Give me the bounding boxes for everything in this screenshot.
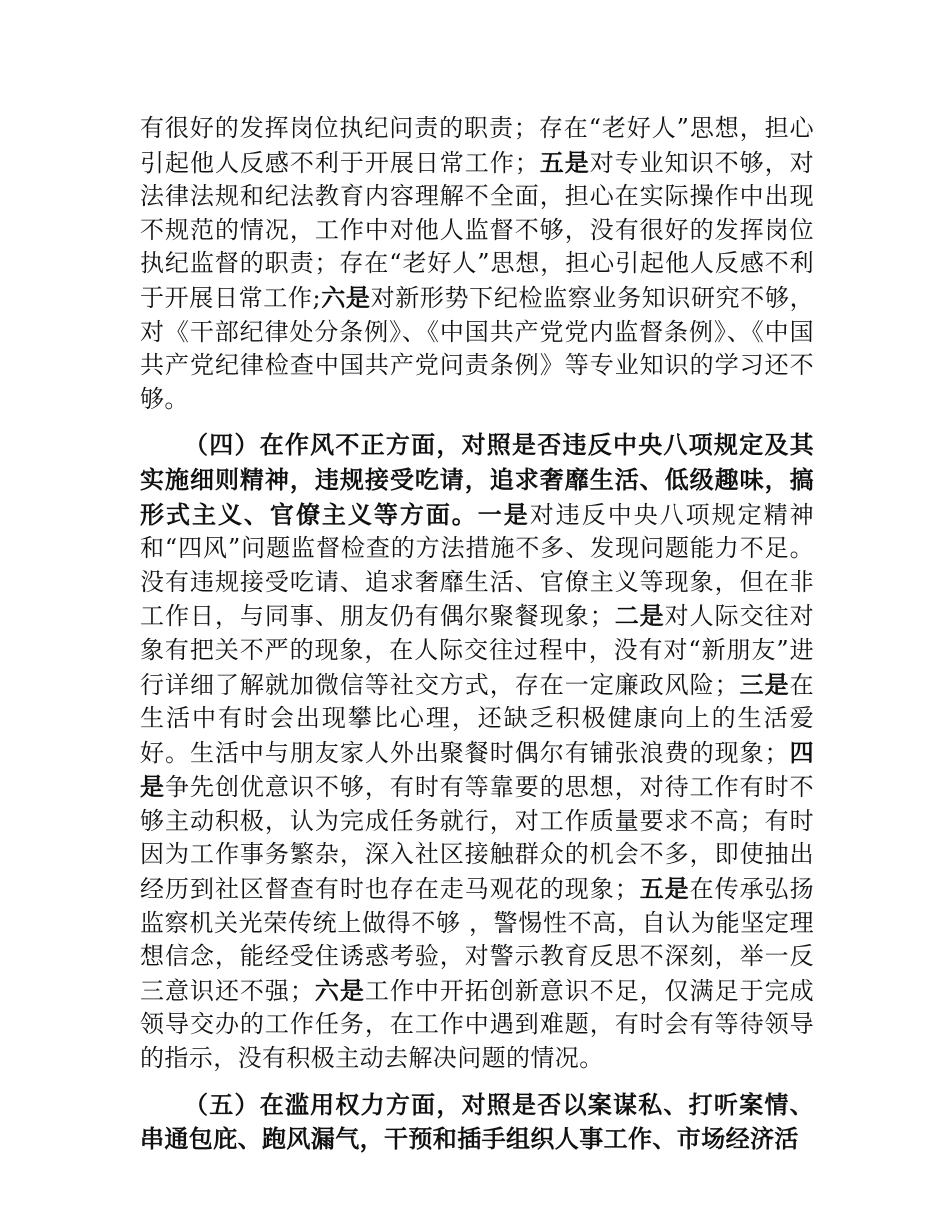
paragraph-section-five	[140, 1088, 814, 1157]
text-run: 有很好的发挥岗位执纪问责的职责；存在“老好人”思想，担心引起他人反感不利于开展日常工作；	[140, 114, 814, 177]
text-run: 对新形势下纪检监察业务知识研究不够，对《干部纪律处分条例》、《中国共产党党内监督条例》、《中国共产党纪律检查中国共产党问责条例》等专业知识的学习还不够。	[140, 283, 814, 413]
bold-marker-six: 六是	[321, 282, 371, 312]
section-five-heading: （五）在滥用权力方面，对照是否以案谋私、打听案情、串通包庇、跑风漏气，干预和插手组织人事工作、市场经济活	[140, 1089, 814, 1154]
text-run: 对人际交往对象有把关不严的现象，在人际交往过程中，没有对“新朋友”进行详细了解就加微信等社交方式，存在一定廉政风险；	[140, 602, 814, 699]
text-run: 争先创优意识不够，有时有等靠要的思想，对待工作有时不够主动积极，认为完成任务就行，对工作质量要求不高；有时因为工作事务繁杂，深入社区接触群众的机会不多，即使抽出经历到社区督查有时也存在走马观花的现象；	[140, 773, 814, 904]
text-run: 对专业知识不够，对法律法规和纪法教育内容理解不全面，担心在实际操作中出现不规范的情况，工作中对他人监督不够，没有很好的发挥岗位执纪监督的职责；存在“老好人”思想，担心引起他人反感不利于开展日常工作;	[140, 148, 814, 312]
text-run: 对违反中央八项规定精神和“四风”问题监督检查的方法措施不多、发现问题能力不足。没有违规接受吃请、追求奢靡生活、官僚主义等现象，但在非工作日，与同事、朋友仍有偶尔聚餐现象；	[140, 500, 815, 631]
paragraph-section-four	[140, 428, 814, 1075]
bold-marker-two: 二是	[614, 601, 665, 631]
section-four-heading: （四）在作风不正方面，对照是否违反中央八项规定及其实施细则精神，违规接受吃请，追求奢靡生活、低级趣味，搞形式主义、官僚主义等方面。一是	[140, 430, 814, 529]
text-run: 在传承弘扬监察机关光荣传统上做得不够 ，警惕性不高，自认为能坚定理想信念，能经受住诱惑考验，对警示教育反思不深刻，举一反三意识还不强；	[140, 875, 815, 1005]
document-body	[140, 112, 814, 1169]
bold-marker-three: 三是	[739, 669, 790, 699]
bold-marker-four: 四是	[140, 737, 814, 802]
bold-marker-five: 五是	[539, 147, 590, 177]
text-run: 工作中开拓创新意识不足，仅满足于完成领导交办的工作任务，在工作中遇到难题，有时会有等待领导的指示，没有积极主动去解决问题的情况。	[140, 976, 814, 1073]
paragraph-continuation	[140, 112, 814, 416]
bold-marker-six: 六是	[314, 975, 365, 1005]
text-run: 在生活中有时会出现攀比心理，还缺乏积极健康向上的生活爱好。生活中与朋友家人外出聚餐时偶尔有铺张浪费的现象；	[140, 670, 814, 767]
bold-marker-five: 五是	[639, 874, 690, 904]
